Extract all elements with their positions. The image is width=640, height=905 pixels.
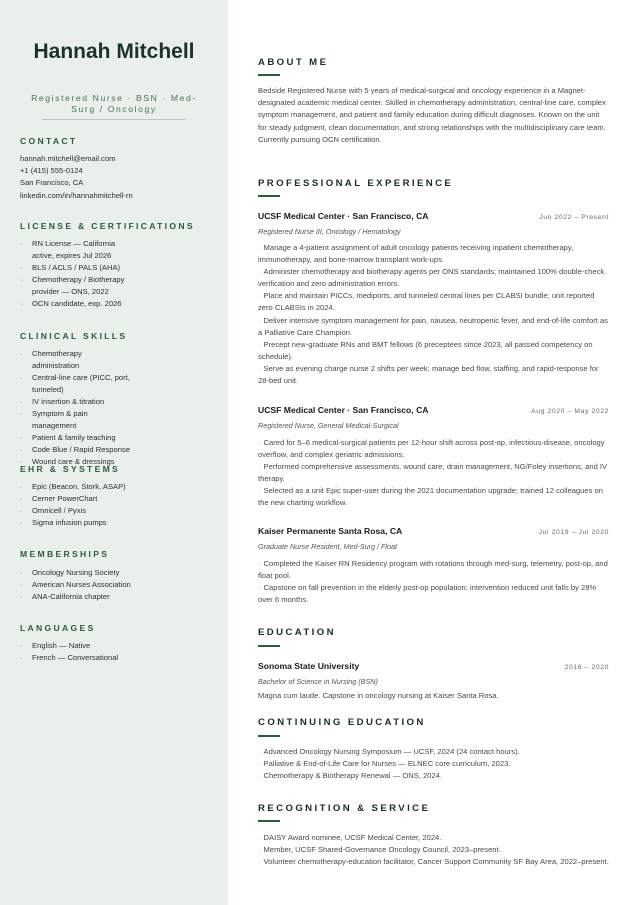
list-item: · Wound care & dressings	[20, 457, 115, 466]
job-role: Graduate Nurse Resident, Med-Surg / Float	[258, 542, 398, 551]
list-item: · Administer chemotherapy and biotherapy agents per ONS standards; maintained 100% double-check verification and zero administration errors.	[258, 267, 605, 289]
list-item: · RN License — California active, expires Jul 2026	[20, 239, 116, 260]
list-item: · Serve as evening charge nurse 2 shifts per week; manage bed flow, staffing, and rapid-response for 28-bed unit.	[258, 363, 599, 386]
list-item: · DAISY Award nominee, UCSF Medical Center, 2024.	[258, 833, 442, 842]
education-heading: EDUCATION	[258, 627, 336, 638]
list-item: · Volunteer chemotherapy-education facilitator, Cancer Support Community SF Bay Area, 2022–present.	[258, 857, 609, 867]
list-item: · American Nurses Association	[20, 580, 131, 589]
contact-email[interactable]: hannah.mitchell@email.com	[20, 154, 116, 163]
job-title: UCSF Medical Center · San Francisco, CA	[258, 211, 429, 221]
list-item: · Oncology Nursing Society	[20, 568, 120, 577]
job-dates: Jul 2019 – Jul 2020	[538, 529, 609, 536]
list-item: · Patient & family teaching	[20, 433, 116, 442]
list-item: · Precept new-graduate RNs and BMT fellows (6 preceptees since 2023, all passed competency on schedule).	[258, 339, 593, 361]
list-item: · Selected as a unit Epic super-user during the 2021 documentation upgrade; trained 12 colleagues on the new charting workflow.	[258, 486, 603, 508]
about-heading: ABOUT ME	[258, 57, 329, 68]
contact-linkedin[interactable]: linkedin.com/in/hannahmitchell-rn	[20, 190, 133, 200]
languages-heading: LANGUAGES	[20, 623, 96, 633]
job-dates: Jun 2022 – Present	[539, 214, 609, 221]
education-dates: 2016 – 2020	[564, 664, 609, 671]
section-rule	[258, 645, 280, 647]
about-text: Bedside Registered Nurse with 5 years of medical-surgical and oncology experience in a Magnet-designated academic medical center. Skilled in chemotherapy administration, central-line care, complex symptom management, and patient and family education during difficult diagnoses. Known on the unit for steady judgment, clean documentation, and strong relationships with the multidisciplinary care team. Currently pursuing OCN certification.	[258, 86, 606, 144]
list-item: · Sigma infusion pumps	[20, 518, 107, 527]
contact-location: San Francisco, CA	[20, 178, 84, 188]
ehr-list	[20, 481, 160, 529]
education-note: Magna cum laude. Capstone in oncology nursing at Kaiser Santa Rosa.	[258, 691, 499, 700]
contact-list	[20, 153, 133, 202]
job-title: Kaiser Permanente Santa Rosa, CA	[258, 526, 403, 536]
list-item: · Cared for 5–6 medical-surgical patients per 12-hour shift across post-op, infectious-disease, oncology overflow, and complex geriatric admissions.	[258, 438, 605, 460]
school-name: Sonoma State University	[258, 661, 360, 671]
list-item: · Capstone on fall prevention in the elderly post-op population; intervention reduced unit falls by 28% over 6 months.	[258, 583, 597, 605]
recognition-heading: RECOGNITION & SERVICE	[258, 803, 431, 814]
list-item: · Epic (Beacon, Stork, ASAP)	[20, 482, 126, 491]
continuing-list	[258, 746, 610, 782]
memberships-heading: MEMBERSHIPS	[20, 549, 110, 559]
list-item: · Advanced Oncology Nursing Symposium — UCSF, 2024 (24 contact hours).	[258, 747, 520, 756]
list-item: · French — Conversational	[20, 653, 119, 662]
list-item: · English — Native	[20, 641, 91, 650]
list-item: · Chemotherapy administration	[20, 349, 82, 370]
list-item: · Palliative & End-of-Life Care for Nurses — ELNEC core curriculum, 2023.	[258, 759, 511, 769]
skills-heading: CLINICAL SKILLS	[20, 331, 128, 341]
list-item: · Symptom & pain management	[20, 409, 88, 430]
experience-heading: PROFESSIONAL EXPERIENCE	[258, 178, 454, 189]
recognition-list	[258, 832, 610, 868]
degree: Bachelor of Science in Nursing (BSN)	[258, 677, 378, 686]
main-content	[228, 0, 640, 905]
list-item: · Chemotherapy & Biotherapy Renewal — ONS, 2024.	[258, 771, 443, 781]
contact-heading: CONTACT	[20, 136, 78, 146]
list-item: · Cerner PowerChart	[20, 494, 98, 503]
memberships-list	[20, 567, 180, 603]
list-item: · Omnicell / Pyxis	[20, 506, 87, 515]
contact-phone[interactable]: +1 (415) 555-0124	[20, 166, 83, 176]
sidebar	[0, 0, 228, 905]
job-role: Registered Nurse, General Medical-Surgical	[258, 421, 399, 430]
job-role: Registered Nurse III, Oncology / Hematology	[258, 227, 401, 236]
list-item: · OCN candidate, exp. 2026	[20, 299, 122, 308]
languages-list	[20, 640, 180, 664]
section-rule	[258, 820, 280, 822]
list-item: · ANA-California chapter	[20, 592, 110, 601]
job-bullets	[258, 242, 610, 387]
skills-list	[20, 348, 130, 468]
list-item: · Manage a 4-patient assignment of adult oncology patients receiving inpatient chemotherapy, immunotherapy, and bone-marrow transplant work-ups.	[258, 243, 574, 265]
licenses-heading: LICENSE & CERTIFICATIONS	[20, 221, 195, 231]
job-dates: Aug 2020 – May 2022	[531, 408, 609, 415]
list-item: · Member, UCSF Shared-Governance Oncology Council, 2023–present.	[258, 845, 501, 855]
section-rule	[258, 735, 280, 737]
candidate-subtitle: Registered Nurse · BSN · Med-Surg / Oncology	[31, 93, 197, 114]
job-title: UCSF Medical Center · San Francisco, CA	[258, 405, 429, 415]
list-item: · Central-line care (PICC, port, tunneled)	[20, 373, 130, 394]
list-item: · Chemotherapy / Biotherapy provider — ONS, 2022	[20, 275, 125, 296]
section-rule	[258, 195, 280, 197]
ehr-heading: EHR & SYSTEMS	[20, 464, 121, 474]
list-item: · Code Blue / Rapid Response	[20, 445, 130, 454]
list-item: · Completed the Kaiser RN Residency program with rotations through med-surg, telemetry, post-op, and float pool.	[258, 559, 608, 581]
licenses-list	[20, 238, 130, 310]
list-item: · Deliver intensive symptom management for pain, nausea, neutropenic fever, and end-of-life comfort as a Palliative Care Champion.	[258, 315, 608, 337]
list-item: · Place and maintain PICCs, mediports, and tunneled central lines per CLABSI bundle; unit reported zero CLABSIs in 2024.	[258, 291, 595, 313]
subtitle-divider	[42, 119, 186, 120]
job-bullets	[258, 558, 610, 606]
list-item: · BLS / ACLS / PALS (AHA)	[20, 263, 121, 272]
section-rule	[258, 74, 280, 76]
list-item: · Performed comprehensive assessments, wound care, drain management, NG/Foley insertions, and IV therapy.	[258, 462, 608, 484]
candidate-name: Hannah Mitchell	[33, 40, 195, 63]
job-bullets	[258, 437, 610, 510]
continuing-heading: CONTINUING EDUCATION	[258, 717, 426, 728]
list-item: · IV insertion & titration	[20, 397, 105, 406]
